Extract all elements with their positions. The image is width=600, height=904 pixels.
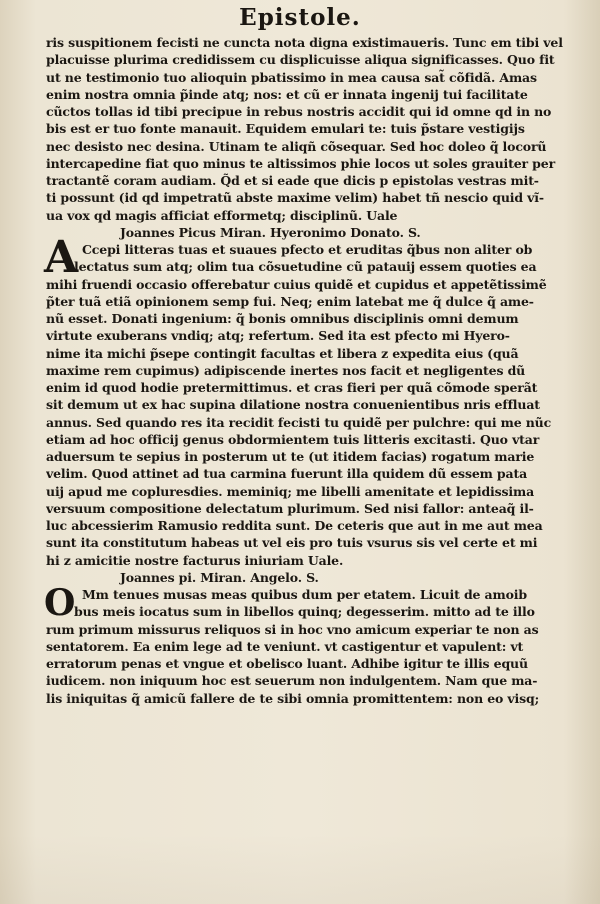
text-line: ua vox qd magis afficiat efformetq; disciplinũ. Uale <box>46 207 398 223</box>
text-line: erratorum penas et vngue et obelisco luant. Adhibe igitur te illis equũ <box>46 656 528 671</box>
text-line: ris suspitionem fecisti ne cuncta nota digna existimaueris. Tunc em tibi vel <box>46 35 563 50</box>
text-line: intercapedine fiat quo minus te altissimos phie locos ut soles grauiter per <box>46 155 556 171</box>
text-line: annus. Sed quando res ita recidit fecisti tu quidẽ per pulchre: qui me nũc <box>46 414 552 430</box>
text-line: mihi fruendi occasio offerebatur cuius quidẽ et cupidus et appetẽtissimẽ <box>46 276 547 292</box>
text-line: cũctos tollas id tibi precipue in rebus nostris accidit qui id omne qd in no <box>46 104 552 119</box>
initial-block <box>44 582 580 624</box>
page-shading <box>0 834 600 904</box>
text-line: placuisse plurima credidissem cu displicuisse aliqua significasses. Quo fit <box>46 52 555 68</box>
text-line: ti possunt (id qd impetratũ abste maxime velim) habet tñ nescio quid vĩ- <box>46 190 544 206</box>
running-head: Epistole. <box>239 4 361 31</box>
initial-letter: O <box>44 582 76 624</box>
text-line: sentatorem. Ea enim lege ad te veniunt. vt castigentur et vapulent: vt <box>46 638 524 654</box>
text-line: bis est er tuo fonte manauit. Equidem emulari te: tuis p̃stare vestigijs <box>46 121 525 137</box>
text-line: rum primum missurus reliquos si in hoc vno amicum experiar te non as <box>46 621 539 637</box>
text-line: lis iniquitas q̃ amicũ fallere de te sibi omnia promittentem: non eo visq; <box>46 690 540 706</box>
text-line: sunt ita constitutum habeas ut vel eis pro tuis vsurus sis vel certe et mi <box>46 535 538 551</box>
text-line: enim id quod hodie pretermittimus. et cras fieri per quã cõmode sperãt <box>46 380 538 395</box>
text-line: enim nostra omnia p̃inde atq; nos: et cũ er innata ingenij tui facilitate <box>46 86 528 102</box>
text-block <box>46 34 580 707</box>
text-line: ut ne testimonio tuo alioquin pbatissimo in mea causa sat̃ cõfidã. Amas <box>46 69 537 85</box>
text-line: uij apud me copluresdies. meminiq; me libelli amenitate et lepidissima <box>46 483 535 499</box>
text-line: sit demum ut ex hac supina dilatione nostra conuenientibus nris effluat <box>46 397 540 413</box>
text-line: aduersum te sepius in posterum ut te (ut itidem facias) rogatum marie <box>46 449 535 464</box>
text-line: Mm tenues musas meas quibus dum per etatem. Licuit de amoib <box>82 587 527 602</box>
text-line: etiam ad hoc officij genus obdormientem tuis litteris excitasti. Quo vtar <box>46 431 540 447</box>
letter-continued <box>46 34 580 224</box>
letter-heading: Joannes pi. Miran. Angelo. S. <box>120 569 319 585</box>
text-line: nec desisto nec desina. Utinam te aliqñ cõsequar. Sed hoc doleo q̃ locorũ <box>46 138 547 154</box>
text-line: maxime rem cupimus) adipiscende inertes nos facit et negligentes dũ <box>46 362 526 378</box>
text-line: nũ esset. Donati ingenium: q̃ bonis omnibus disciplinis omni demum <box>46 311 519 326</box>
letter-heading: Joannes Picus Miran. Hyeronimo Donato. S. <box>120 224 421 240</box>
letter-angelo <box>46 569 580 707</box>
text-line: iudicem. non iniquum hoc est seuerum non indulgentem. Nam que ma- <box>46 673 538 689</box>
text-line: lectatus sum atq; olim tua cõsuetudine cũ patauij essem quoties ea <box>74 259 537 275</box>
initial-letter: A <box>44 232 79 283</box>
text-line: tractantẽ coram audiam. Q̃d et si eade que dicis p epistolas vestras mit- <box>46 173 539 188</box>
text-line: luc abcessierim Ramusio reddita sunt. De ceteris que aut in me aut mea <box>46 518 543 533</box>
text-line: nime ita michi p̃sepe contingit facultas et libera z expedita eius (quã <box>46 345 519 361</box>
text-line: hi z amicitie nostre facturus iniuriam Uale. <box>46 552 344 568</box>
text-line: bus meis iocatus sum in libellos quinq; degesserim. mitto ad te illo <box>74 604 535 620</box>
text-line: p̃ter tuã etiã opinionem semp fui. Neq; enim latebat me q̃ dulce q̃ ame- <box>46 293 534 309</box>
letter-donato <box>46 224 580 569</box>
text-line: velim. Quod attinet ad tua carmina fuerunt illa quidem dũ essem pata <box>46 466 528 482</box>
text-line: Ccepi litteras tuas et suaues pfecto et eruditas q̃bus non aliter ob <box>82 242 533 257</box>
text-line: virtute exuberans vndiq; atq; refertum. Sed ita est pfecto mi Hyero- <box>46 328 510 344</box>
text-line: versuum compositione delectatum plurimum. Sed nisi fallor: anteaq̃ il- <box>46 500 534 516</box>
